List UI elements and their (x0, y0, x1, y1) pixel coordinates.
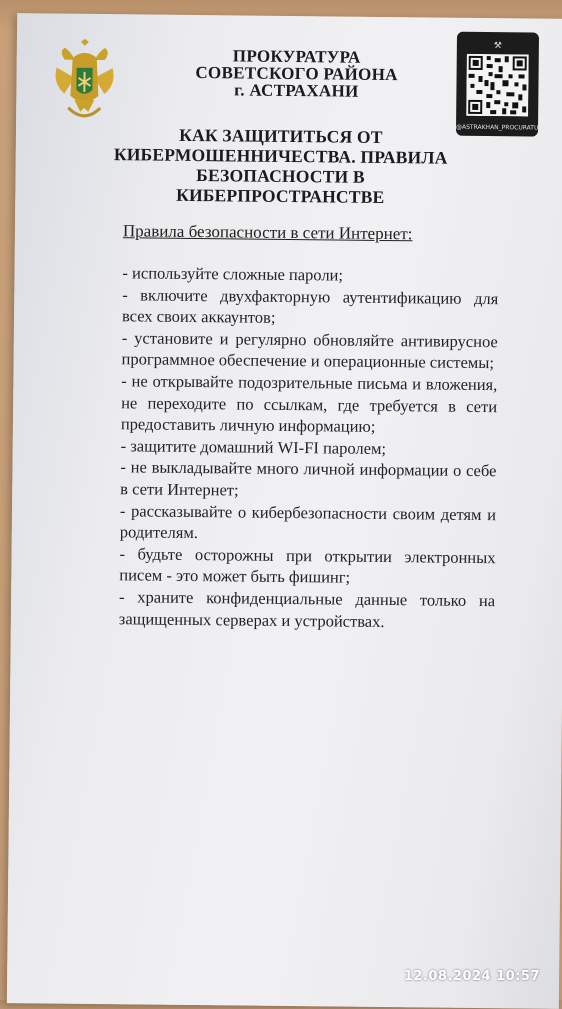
rule-item: - не выкладывайте много личной информации о себе в сети Интернет; (120, 457, 497, 500)
title-line: КИБЕРПРОСТРАНСТВЕ (176, 184, 385, 207)
rule-item: - включите двухфакторную аутентификацию для всех своих аккаунтов; (121, 284, 499, 328)
photo-timestamp: 12.08.2024 10:57 (403, 969, 540, 984)
office-line: г. АСТРАХАНИ (234, 80, 359, 101)
qr-code-card (455, 32, 547, 137)
rule-item: - установите и регулярно обновляйте антивирусное программное обеспечение и операционные системы; (121, 328, 498, 373)
qr-handle: @ASTRAKHAN_PROCURATURA (455, 123, 547, 132)
rule-item: - будьте осторожны при открытии электронных писем - это может быть фишинг; (119, 543, 496, 587)
rule-item: - используйте сложные пароли; (122, 263, 344, 285)
document-title (110, 124, 451, 208)
qr-code-icon (466, 54, 529, 117)
small-emblem-icon: ⚒ (493, 40, 502, 51)
rule-item: - храните конфиденциальные данные только на защищенных серверах и устройствах. (118, 587, 496, 631)
office-line: СОВЕТСКОГО РАЙОНА (195, 63, 398, 85)
title-line: БЕЗОПАСНОСТИ В (196, 165, 365, 187)
document-page (7, 13, 562, 1009)
rule-item: - рассказывайте о кибербезопасности своим детям и родителям. (119, 500, 497, 543)
prosecutor-emblem-icon (50, 37, 119, 126)
title-line: КИБЕРМОШЕННИЧЕСТВА. ПРАВИЛА (113, 144, 448, 168)
office-name (156, 47, 437, 101)
section-subtitle: Правила безопасности в сети Интернет: (122, 221, 413, 244)
rule-item: - защитите домашний WI-FI паролем; (120, 435, 387, 458)
rules-list (119, 262, 499, 633)
rule-item: - не открывайте подозрительные письма и вложения, не переходите по ссылкам, где требуется в сети предоставить личную информацию; (120, 371, 498, 437)
title-line: КАК ЗАЩИТИТЬСЯ ОТ (179, 124, 383, 147)
office-line: ПРОКУРАТУРА (232, 46, 361, 67)
